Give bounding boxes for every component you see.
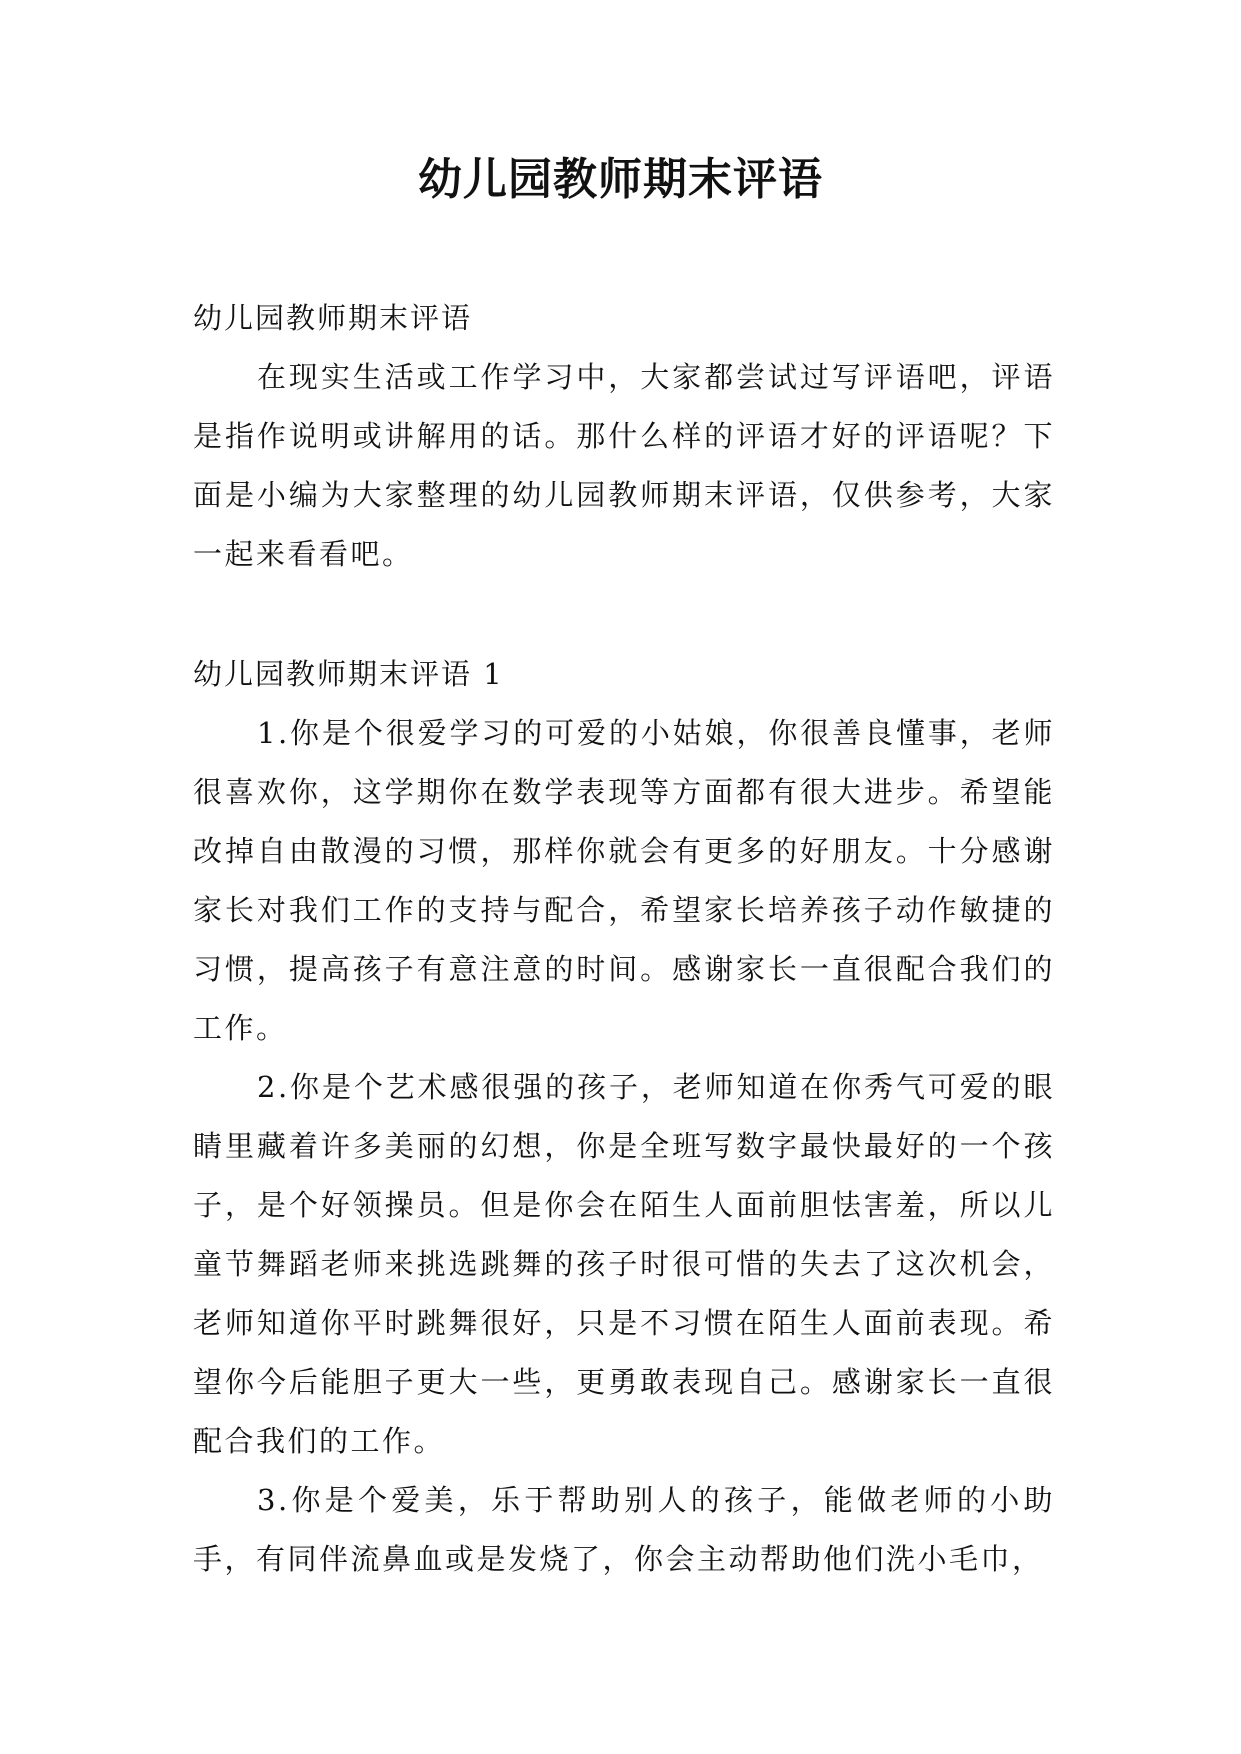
- document-title: 幼儿园教师期末评语: [418, 154, 823, 205]
- intro-paragraph: 在现实生活或工作学习中，大家都尝试过写评语吧，评语是指作说明或讲解用的话。那什么样的评语才好的评语呢？下面是小编为大家整理的幼儿园教师期末评语，仅供参考，大家一起来看看吧。: [193, 360, 1055, 571]
- section-heading: 幼儿园教师期末评语 1: [193, 657, 504, 691]
- section-spacer: [193, 584, 1055, 644]
- comment-paragraph-1: 1.你是个很爱学习的可爱的小姑娘，你很善良懂事，老师很喜欢你，这学期你在数学表现等方面都有很大进步。希望能改掉自由散漫的习惯，那样你就会有更多的好朋友。十分感谢家长对我们工作的支持与配合，希望家长培养孩子动作敏捷的习惯，提高孩子有意注意的时间。感谢家长一直很配合我们的工作。: [193, 716, 1055, 1045]
- comment-paragraph-2: 2.你是个艺术感很强的孩子，老师知道在你秀气可爱的眼睛里藏着许多美丽的幻想，你是全班写数字最快最好的一个孩子，是个好领操员。但是你会在陌生人面前胆怯害羞，所以儿童节舞蹈老师来挑选跳舞的孩子时很可惜的失去了这次机会，老师知道你平时跳舞很好，只是不习惯在陌生人面前表现。希望你今后能胆子更大一些，更勇敢表现自己。感谢家长一直很配合我们的工作。: [193, 1070, 1055, 1458]
- document-body: [193, 288, 1055, 1589]
- comment-paragraph-3: 3.你是个爱美，乐于帮助别人的孩子，能做老师的小助手，有同伴流鼻血或是发烧了，你会主动帮助他们洗小毛巾，: [193, 1483, 1055, 1576]
- intro-heading: 幼儿园教师期末评语: [193, 301, 473, 335]
